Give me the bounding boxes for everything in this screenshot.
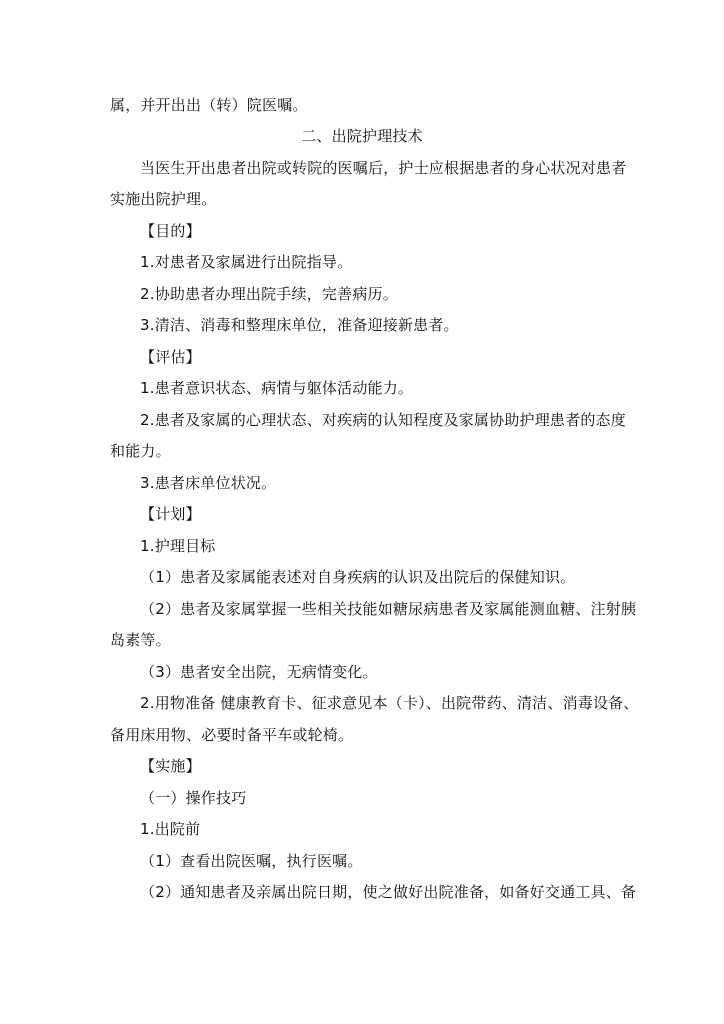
sub-list-item: （2）通知患者及亲属出院日期，使之做好出院准备，如备好交通工具、备 bbox=[140, 883, 637, 901]
list-item: 1.对患者及家属进行出院指导。 bbox=[140, 253, 353, 271]
sub-list-item: （2）患者及家属掌握一些相关技能如糖尿病患者及家属能测血糖、注射胰 bbox=[140, 600, 637, 618]
sub-list-item: （1）患者及家属能表述对自身疾病的认识及出院后的保健知识。 bbox=[140, 568, 576, 586]
sub-list-item-continuation: 岛素等。 bbox=[110, 631, 171, 649]
sub-list-item: （3）患者安全出院，无病情变化。 bbox=[140, 663, 378, 681]
list-item: 2.患者及家属的心理状态、对疾病的认知程度及家属协助护理患者的态度 bbox=[140, 411, 626, 429]
paragraph-line: 当医生开出患者出院或转院的医嘱后，护士应根据患者的身心状况对患者 bbox=[140, 159, 627, 177]
list-item: 2.用物准备 健康教育卡、征求意见本（卡）、出院带药、清洁、消毒设备、 bbox=[140, 694, 639, 712]
subheading-purpose: 【目的】 bbox=[140, 222, 201, 240]
paragraph-line: 实施出院护理。 bbox=[110, 190, 217, 208]
list-item-continuation: 和能力。 bbox=[110, 442, 171, 460]
subheading-assessment: 【评估】 bbox=[140, 348, 201, 366]
list-item: 1.护理目标 bbox=[140, 537, 216, 555]
sub-section-heading: （一）操作技巧 bbox=[140, 789, 247, 807]
list-item-continuation: 备用床用物、必要时备平车或轮椅。 bbox=[110, 726, 354, 744]
list-item: 3.清洁、消毒和整理床单位，准备迎接新患者。 bbox=[140, 316, 459, 334]
list-item: 1.患者意识状态、病情与躯体活动能力。 bbox=[140, 379, 414, 397]
list-item: 1.出院前 bbox=[140, 820, 201, 838]
list-item: 2.协助患者办理出院手续，完善病历。 bbox=[140, 285, 398, 303]
list-item: 3.患者床单位状况。 bbox=[140, 474, 277, 492]
subheading-implementation: 【实施】 bbox=[140, 757, 201, 775]
text-line-continuation: 属，并开出出（转）院医嘱。 bbox=[110, 96, 308, 114]
section-heading: 二、出院护理技术 bbox=[301, 127, 423, 145]
sub-list-item: （1）查看出院医嘱，执行医嘱。 bbox=[140, 852, 363, 870]
subheading-plan: 【计划】 bbox=[140, 505, 201, 523]
